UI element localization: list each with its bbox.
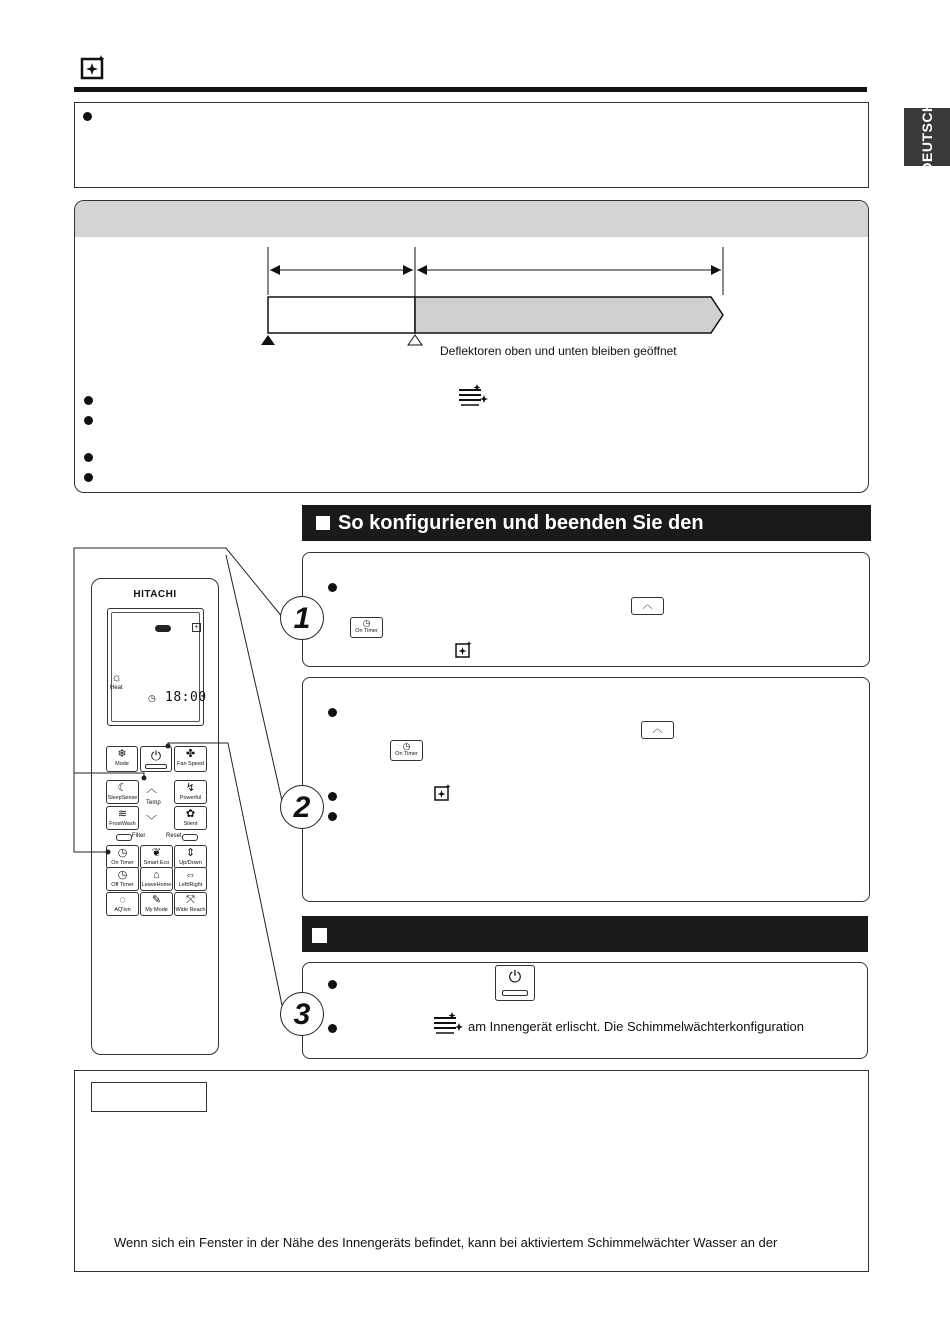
step-3-power-bar [502,990,528,996]
step-2-bullet-2 [328,792,337,801]
step-2-temp-up-button[interactable]: ︿ [641,721,674,739]
mode-icon: ❄ [117,748,127,760]
up-down-icon: ⇕ [185,847,196,859]
callout-step-2 [74,773,144,778]
leave-home-icon: ⌂ [153,869,160,881]
step-1-on-timer-button[interactable] [350,617,383,638]
callout-step-2b [74,773,108,852]
remote-brand: HITACHI [133,589,177,600]
up-down-label: Up/Down [179,860,202,866]
display-mold-icon: + [192,623,201,632]
stop-section-header [302,916,868,952]
off-timer-icon: ◷ [117,869,128,881]
step-2-bullet-1 [328,708,337,717]
silent-label: Silent [183,821,198,827]
step-2-on-timer-button[interactable] [390,740,423,761]
silent-icon: ✿ [185,808,196,820]
aq-ion-label: AQ'ion [114,907,131,913]
callout-step-3 [168,743,283,1010]
temp-label: Temp [146,800,161,806]
step-1-bullet [328,583,337,592]
step-3-stop-text: am Innengerät erlischt. Die Schimmelwächterkonfiguration [468,1019,804,1034]
callout-step-1 [74,548,283,773]
smart-eco-label: Smart Eco [143,860,170,866]
callout-step-2c [226,555,283,805]
step-1-on-timer-label: On Timer [355,628,378,634]
wide-reach-icon: ⤧ [186,894,195,906]
step-1-mold-guard-icon [455,641,472,663]
powerful-label: Powerful [179,795,202,801]
left-right-icon: ⇔ [185,869,196,881]
step-2-box [302,677,870,902]
step-1-number: 1 [280,596,324,640]
note-text: Wenn sich ein Fenster in der Nähe des Innengeräts befindet, kann bei aktiviertem Schimmelwächter Wasser an der [114,1235,778,1250]
language-tab-label: DEUTSCH [919,101,935,173]
step-3-power-icon: ⏻ [508,969,522,986]
step-3-bullet-1 [328,980,337,989]
timeline-caption: Deflektoren oben und unten bleiben geöffnet [440,344,677,358]
step-2-clock-icon: ◷ [402,741,411,751]
filter-label: Filter [132,833,146,839]
leave-home-label: LeaveHome [141,882,172,888]
on-timer-icon: ◷ [117,847,128,859]
fan-icon: ✤ [185,748,196,760]
aq-ion-icon: ◌ [119,894,126,906]
display-time: 18:00 [165,690,207,705]
stop-section-square-icon [312,928,327,943]
sleep-sense-label: SleepSense [107,795,138,801]
step-3-box [302,962,868,1059]
powerful-icon: ↯ [185,782,196,794]
step-2-bullet-3 [328,812,337,821]
step-2-on-timer-label: On Timer [395,751,418,757]
display-clock-icon: ◷ [148,693,156,703]
mode-label: Mode [115,761,129,767]
step-3-bullet-2 [328,1024,337,1033]
off-timer-label: Off Timer [111,882,134,888]
sleep-icon: ☾ [117,782,128,794]
step-2-number: 2 [280,785,324,829]
frost-wash-icon: ≋ [117,808,128,820]
temp-up-button[interactable]: ︿ [146,783,157,795]
config-section-title: So konfigurieren und beenden Sie den [338,512,704,534]
fan-speed-label: Fan Speed [177,761,204,767]
step-1-clock-icon: ◷ [362,618,371,628]
note-label-box [91,1082,207,1112]
my-mode-label: My Mode [145,907,168,913]
left-right-label: Left/Right [178,882,203,888]
my-mode-icon: ✎ [151,894,162,906]
smart-eco-icon: ❦ [151,847,162,859]
reset-label: Reset [166,833,182,839]
display-sun-icon: ☼ [111,670,122,684]
step-2-mold-guard-icon [434,784,451,806]
on-timer-label: On Timer [111,860,134,866]
step-3-mold-indicator-icon [432,1012,466,1041]
step-1-temp-up-button[interactable]: ︿ [631,597,664,615]
power-icon: ⏻ [150,748,162,763]
step-3-power-button[interactable] [495,965,535,1001]
step-1-box [302,552,870,667]
display-mode: Heat [110,685,123,691]
temp-down-button[interactable]: ﹀ [146,815,157,827]
wide-reach-label: Wide Reach [175,907,206,913]
frost-wash-label: FrostWash [109,821,136,827]
step-3-number: 3 [280,992,324,1036]
